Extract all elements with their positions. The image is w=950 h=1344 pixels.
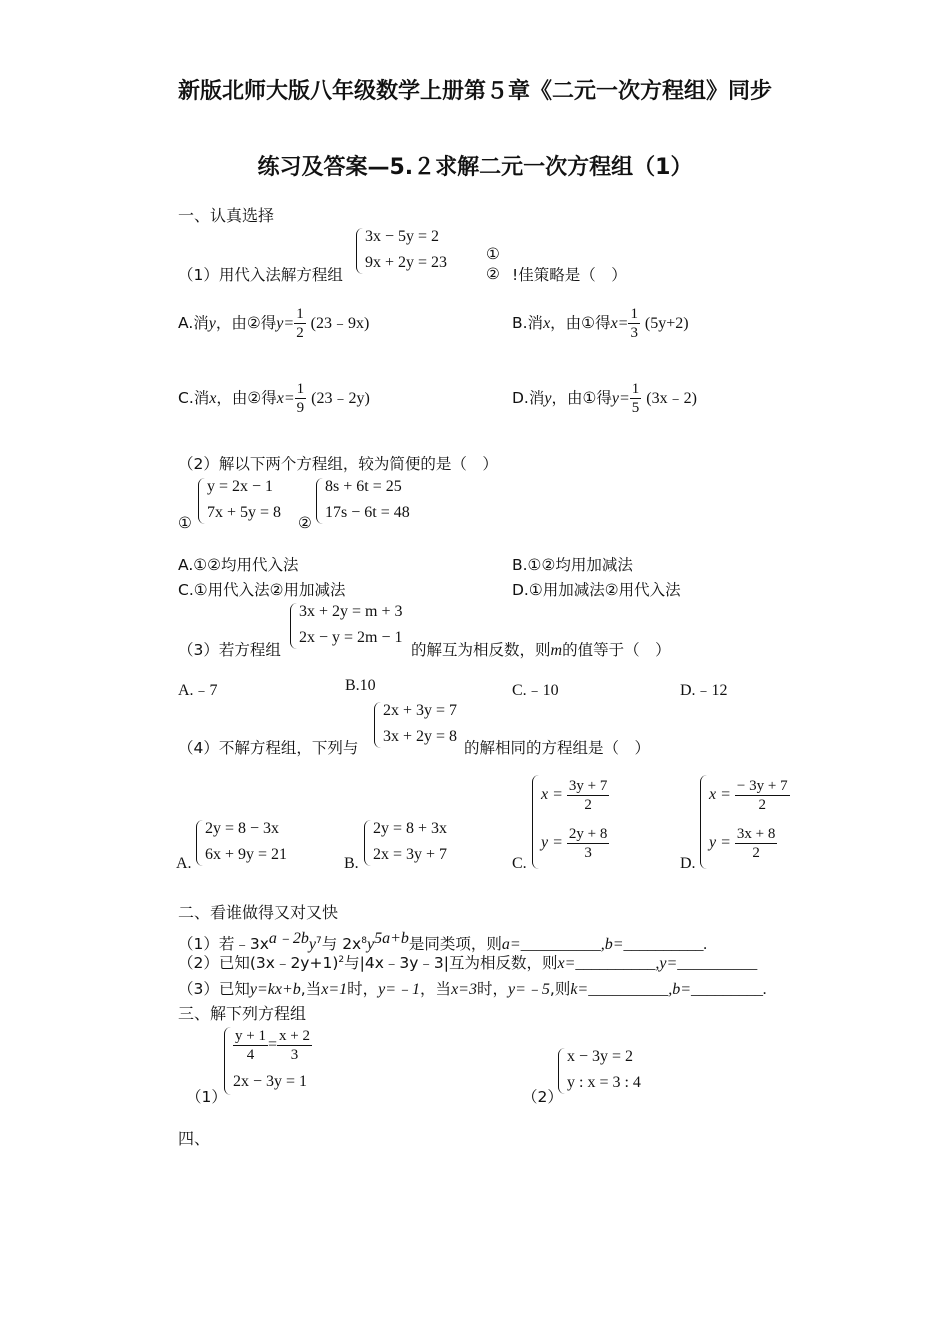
q1-mark1: ① xyxy=(486,245,500,263)
q4-c-line2 xyxy=(541,825,609,862)
q4-d-l1: x = xyxy=(709,786,731,804)
s3-q2-eq2: y : x = 3 : 4 xyxy=(567,1074,641,1091)
q4-d-l2: y = xyxy=(709,834,731,852)
opt-a-den: 2 xyxy=(296,325,304,341)
q4-option-c-label[interactable]: C. xyxy=(512,855,527,872)
opt-d-den: 5 xyxy=(631,400,640,416)
s3-q1-line2: 2x − 3y = 1 xyxy=(233,1073,308,1090)
opt-a-rest: (23﹣9x) xyxy=(310,315,370,332)
s2-q3-answer[interactable]: k=__________,b=_________. xyxy=(570,981,768,998)
q4-c-l2: y = xyxy=(541,834,563,852)
q4-c-frac1 xyxy=(567,777,609,814)
q3-option-a[interactable]: A.﹣7 xyxy=(178,682,218,699)
q4-c-line1 xyxy=(541,777,609,814)
s2-q3-b: y=kx+b xyxy=(249,981,301,998)
q4-eq1: 2x + 3y = 7 xyxy=(383,702,458,719)
q4-option-b-label[interactable]: B. xyxy=(344,855,359,872)
title-line-2: 练习及答案—5.２求解二元一次方程组（1） xyxy=(257,155,693,180)
opt-b-fraction xyxy=(628,305,640,342)
opt-d-fraction xyxy=(630,380,642,417)
opt-c-rest: (23﹣2y) xyxy=(311,390,370,407)
s2-q1-sup1: a﹣2b xyxy=(268,930,309,947)
opt-b-rest: (5y+2) xyxy=(644,315,689,332)
q3-eq1: 3x + 2y = m + 3 xyxy=(299,603,403,620)
opt-d-var: y xyxy=(544,390,552,407)
opt-b-mid: ，由①得 xyxy=(550,314,611,332)
opt-c-den: 9 xyxy=(296,400,305,416)
q4-prefix: （4）不解方程组，下列与 xyxy=(178,739,359,757)
s2-q3-e: 时， xyxy=(347,980,379,998)
opt-a-num: 1 xyxy=(296,306,304,322)
q3-eq2: 2x − y = 2m − 1 xyxy=(299,629,403,646)
s3-q1-n2: x + 2 xyxy=(279,1028,310,1044)
q4-d-n1: − 3y + 7 xyxy=(736,778,788,794)
s2-q1-a: （1）若﹣3x xyxy=(178,935,269,954)
section3-heading: 三、解下列方程组 xyxy=(178,1004,307,1023)
q1-eq2: 9x + 2y = 23 xyxy=(365,254,448,271)
opt-b-num: 1 xyxy=(630,306,638,322)
q4-b-eq2: 2x = 3y + 7 xyxy=(373,846,448,863)
q2-mark2: ② xyxy=(298,514,312,532)
q3-option-d[interactable]: D.﹣12 xyxy=(680,682,728,699)
opt-d-label: D.消 xyxy=(512,389,545,407)
q2-sys2-eq1: 8s + 6t = 25 xyxy=(325,478,402,495)
opt-a-lhs: y= xyxy=(276,315,295,332)
s2-q3-k: ,则 xyxy=(549,980,571,998)
opt-d-lhs: y= xyxy=(611,390,630,407)
q1-option-d[interactable] xyxy=(512,380,697,417)
s2-q1-sup4: 5a+b xyxy=(374,930,409,947)
opt-d-mid: ，由①得 xyxy=(551,389,612,407)
opt-c-var: x xyxy=(209,390,217,407)
s2-q3-g: ，当 xyxy=(420,980,452,998)
opt-a-var: y xyxy=(208,315,216,332)
opt-c-label: C.消 xyxy=(178,389,210,407)
q4-d-frac1 xyxy=(735,777,790,814)
q3-option-b[interactable]: B.10 xyxy=(345,677,376,694)
s2-q1-e: 是同类项，则 xyxy=(408,935,502,954)
s2-q2 xyxy=(178,951,757,973)
q4-d-line2 xyxy=(709,825,777,862)
q2-mark1: ① xyxy=(178,514,192,532)
opt-c-lhs: x= xyxy=(276,390,295,407)
q4-d-n2: 3x + 8 xyxy=(736,826,776,842)
section1-heading: 一、认真选择 xyxy=(178,206,275,225)
q2-sys2-eq2: 17s − 6t = 48 xyxy=(325,504,410,521)
q4-d-d1: 2 xyxy=(758,797,766,813)
opt-d-rest: (3x﹣2) xyxy=(646,390,697,407)
s2-q1-sup3: 8 xyxy=(361,936,367,946)
s2-q1-d: y xyxy=(366,936,375,954)
q3-var: m xyxy=(550,642,563,659)
s3-q1-d1: 4 xyxy=(246,1047,255,1063)
s2-q1-sup2: 7 xyxy=(316,936,322,946)
opt-b-label: B.消 xyxy=(512,314,544,332)
s3-q1-frac1 xyxy=(233,1027,268,1064)
s2-q3-h: x=3 xyxy=(451,981,477,998)
q4-option-a-label[interactable]: A. xyxy=(176,855,192,872)
s3-q1-d2: 3 xyxy=(290,1047,299,1063)
title-line-1: 新版北师大版八年级数学上册第５章《二元一次方程组》同步 xyxy=(177,79,772,104)
q2-option-d[interactable]: D.①用加减法②用代入法 xyxy=(512,581,681,599)
opt-c-mid: ，由②得 xyxy=(216,389,277,407)
s2-q1-b: y xyxy=(308,936,317,954)
q2-text: （2）解以下两个方程组，较为简便的是（ ） xyxy=(178,455,498,473)
s2-q2-answer[interactable]: x=__________,y=__________ xyxy=(557,955,758,972)
s3-q2-label: （2） xyxy=(522,1088,563,1106)
s2-q2-a: （2）已知(3x﹣2y+1) xyxy=(178,954,339,972)
s2-q3-i: 时， xyxy=(476,980,508,998)
s2-q1 xyxy=(178,925,707,954)
opt-a-fraction xyxy=(294,305,306,342)
q4-c-frac2 xyxy=(567,825,609,862)
s3-q1-label: （1） xyxy=(186,1088,227,1106)
q1-prefix: （1）用代入法解方程组 xyxy=(178,266,343,284)
q1-option-a[interactable] xyxy=(178,305,369,342)
q2-option-c[interactable]: C.①用代入法②用加减法 xyxy=(178,581,346,599)
s3-q1-n1: y + 1 xyxy=(235,1028,266,1044)
q4-b-eq1: 2y = 8 + 3x xyxy=(373,820,448,837)
s2-q3-a: （3）已知 xyxy=(178,980,250,998)
s3-q1-frac2 xyxy=(277,1027,312,1064)
q4-d-line1 xyxy=(709,777,790,814)
q1-option-c[interactable] xyxy=(178,380,370,417)
q3-suffix-text: 的解互为相反数，则 xyxy=(411,641,551,659)
section2-heading: 二、看谁做得又对又快 xyxy=(178,903,339,922)
opt-b-den: 3 xyxy=(630,325,638,341)
q4-d-frac2 xyxy=(735,825,777,862)
q4-d-d2: 2 xyxy=(752,845,760,861)
q2-option-b[interactable]: B.①②均用加减法 xyxy=(512,556,633,574)
opt-c-num: 1 xyxy=(296,381,305,397)
s3-q1-line1 xyxy=(233,1027,312,1064)
opt-a-mid: ，由②得 xyxy=(215,314,277,332)
s3-q1-eq: = xyxy=(267,1036,277,1054)
q2-option-a[interactable]: A.①②均用代入法 xyxy=(178,556,299,574)
s2-q1-answer[interactable]: a=__________,b=__________. xyxy=(501,936,708,954)
q3-suffix xyxy=(411,638,671,660)
q1-suffix: !佳策略是（ ） xyxy=(512,266,627,284)
q4-suffix: 的解相同的方程组是（ ） xyxy=(464,739,651,757)
q2-sys1-eq2: 7x + 5y = 8 xyxy=(207,504,282,521)
s2-q3-j: y=﹣5 xyxy=(507,981,550,998)
opt-b-lhs: x= xyxy=(610,315,629,332)
opt-d-num: 1 xyxy=(631,381,640,397)
q4-option-d-label[interactable]: D. xyxy=(680,855,696,872)
s2-q3-f: y=﹣1 xyxy=(378,981,421,998)
s2-q3-c: ,当 xyxy=(300,980,322,998)
s2-q3-d: x=1 xyxy=(321,981,348,998)
q4-c-n1: 3y + 7 xyxy=(568,778,608,794)
q1-option-b[interactable] xyxy=(512,305,689,342)
q4-c-l1: x = xyxy=(541,786,563,804)
opt-a-label: A.消 xyxy=(178,314,209,332)
q3-suffix-text-2: 的值等于（ ） xyxy=(562,641,671,659)
opt-c-fraction xyxy=(295,380,307,417)
q4-c-d2: 3 xyxy=(584,845,592,861)
q4-c-d1: 2 xyxy=(584,797,592,813)
s3-q2-eq1: x − 3y = 2 xyxy=(567,1048,634,1065)
q3-prefix: （3）若方程组 xyxy=(178,641,281,659)
q1-mark2: ② xyxy=(486,265,500,283)
opt-b-var: x xyxy=(543,315,551,332)
s2-q2-sup: 2 xyxy=(338,954,345,965)
q4-a-eq2: 6x + 9y = 21 xyxy=(205,846,288,863)
s2-q3 xyxy=(178,976,767,999)
q1-eq1: 3x − 5y = 2 xyxy=(365,228,440,245)
q2-sys1-eq1: y = 2x − 1 xyxy=(207,478,274,495)
q3-option-c[interactable]: C.﹣10 xyxy=(512,682,559,699)
s2-q2-b: 与|4x﹣3y﹣3|互为相反数，则 xyxy=(344,954,558,972)
q4-a-eq1: 2y = 8 − 3x xyxy=(205,820,280,837)
s2-q1-c: 与 2x xyxy=(321,935,362,954)
q4-eq2: 3x + 2y = 8 xyxy=(383,728,458,745)
section4-heading: 四、 xyxy=(178,1129,211,1148)
q4-c-n2: 2y + 8 xyxy=(568,826,608,842)
